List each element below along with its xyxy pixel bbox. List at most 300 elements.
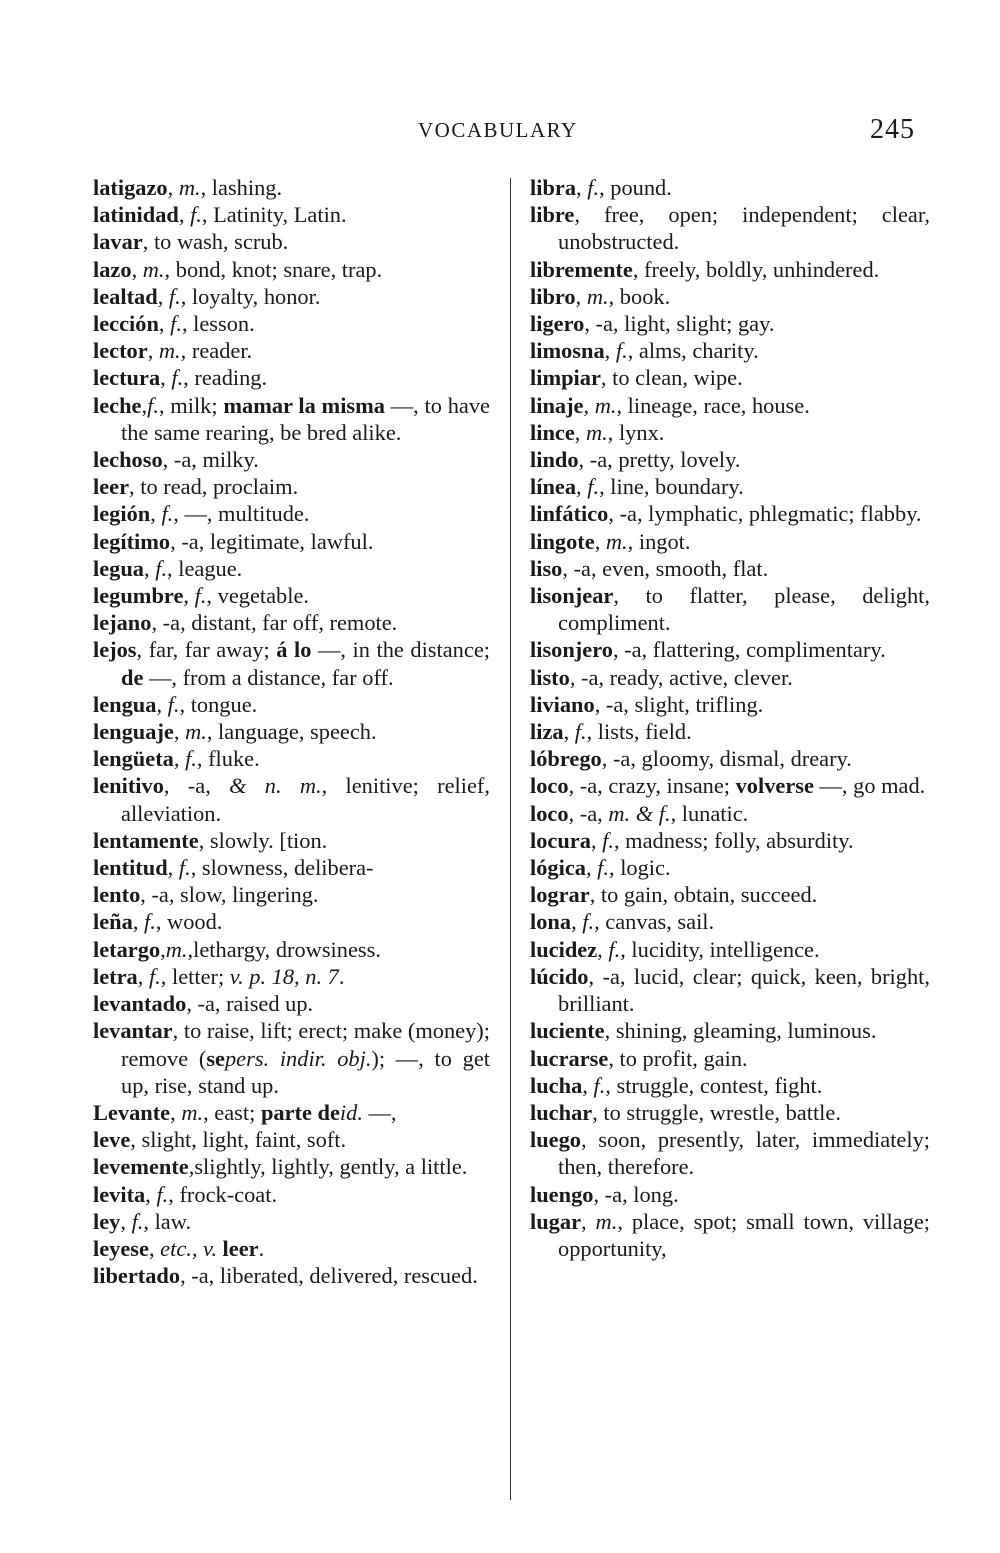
dictionary-entry <box>530 201 930 255</box>
separator: , <box>132 909 145 935</box>
dictionary-entry <box>530 1126 930 1180</box>
definition: , canvas, sail. <box>594 909 715 935</box>
grammar-label: v. p. 18, n. 7 <box>229 963 339 989</box>
separator: , <box>144 555 156 581</box>
separator: , <box>574 202 604 228</box>
separator: , <box>198 827 210 853</box>
definition: to gain, obtain, succeed. <box>600 882 818 908</box>
grammar-label: f. <box>161 501 174 527</box>
headword: libro <box>530 283 576 309</box>
dictionary-entry <box>93 473 490 500</box>
dictionary-entry <box>93 854 490 881</box>
separator: , <box>597 936 609 962</box>
definition: , reader. <box>180 338 253 364</box>
grammar-label: f. <box>155 555 168 581</box>
separator: , <box>581 1127 599 1153</box>
definition: to wash, scrub. <box>153 229 289 255</box>
definition: , —, multitude. <box>173 501 310 527</box>
headword: lengua <box>93 691 157 717</box>
headword: lúcido <box>530 963 589 989</box>
dictionary-entry <box>530 908 930 935</box>
dictionary-entry <box>93 636 490 690</box>
definition: , alms, charity. <box>627 338 759 364</box>
left-column <box>93 174 490 1289</box>
headword: lisonjear <box>530 583 614 609</box>
separator: , <box>576 474 588 500</box>
grammar-label: f. <box>587 175 600 200</box>
headword: lindo <box>530 447 579 473</box>
headword: locura <box>530 827 591 853</box>
grammar-label: f. <box>190 202 202 228</box>
grammar-label: m. <box>142 256 165 282</box>
dictionary-entry <box>93 201 490 228</box>
headword: limosna <box>530 338 605 364</box>
grammar-label: f. <box>168 283 181 309</box>
separator: , <box>584 311 596 337</box>
headword: loco <box>530 800 569 826</box>
grammar-label: f. <box>615 338 628 364</box>
dictionary-entry <box>530 528 930 555</box>
definition: -a, light, slight; gay. <box>595 311 775 337</box>
definition: —, to have the same rearing, be bred alike. <box>121 392 490 445</box>
definition: , tongue. <box>179 691 258 717</box>
separator: , <box>588 963 603 989</box>
grammar-label: etc., v. <box>160 1235 217 1261</box>
dictionary-entry <box>530 364 930 391</box>
definition: , wood. <box>155 909 223 935</box>
definition: , ingot. <box>627 528 691 554</box>
dictionary-entry <box>93 310 490 337</box>
grammar-label: f. <box>170 311 182 337</box>
dictionary-entry <box>530 772 930 799</box>
separator: , <box>129 474 141 500</box>
grammar-label: m. <box>158 338 181 364</box>
dictionary-entry <box>93 392 490 446</box>
separator: , <box>157 283 169 309</box>
headword: ligero <box>530 311 585 337</box>
dictionary-entry <box>93 936 490 963</box>
dictionary-entry <box>530 1181 930 1208</box>
separator: , <box>147 338 159 364</box>
definition: , lashing. <box>200 175 283 200</box>
definition: far, far away; <box>148 637 277 663</box>
definition: , logic. <box>609 855 671 881</box>
definition: , place, spot; small town, village; opportunity, <box>558 1208 930 1261</box>
headword: luengo <box>530 1181 594 1207</box>
headword: línea <box>530 474 577 500</box>
separator: , <box>163 773 188 799</box>
definition: -a, legitimate, lawful. <box>181 528 374 554</box>
dictionary-entry <box>530 555 930 582</box>
separator: , <box>600 365 613 391</box>
separator: , <box>585 855 598 881</box>
headword: linaje <box>530 392 584 418</box>
headword: lejos <box>93 637 137 663</box>
definition: —, from a distance, far off. <box>143 664 394 690</box>
separator: , <box>593 1181 605 1207</box>
separator: , <box>141 392 148 418</box>
definition: , frock-coat. <box>168 1181 278 1207</box>
headword: lóbrego <box>530 746 602 772</box>
definition: -a, raised up. <box>197 991 314 1017</box>
definition: , lists, field. <box>586 719 692 745</box>
definition: , league. <box>167 555 243 581</box>
separator: , <box>578 447 590 473</box>
dictionary-entry <box>93 745 490 772</box>
headword: legión <box>93 501 151 527</box>
separator: , <box>568 800 580 826</box>
definition: to clean, wipe. <box>612 365 743 391</box>
headword: lucrarse <box>530 1045 609 1071</box>
definition: , bond, knot; snare, trap. <box>164 256 383 282</box>
grammar-label: f. <box>597 855 609 881</box>
definition: slightly, lightly, gently, a little. <box>194 1154 468 1180</box>
definition: to struggle, wrestle, battle. <box>603 1099 841 1125</box>
headword: lectura <box>93 365 161 391</box>
dictionary-entry <box>93 1153 490 1180</box>
separator: , <box>131 256 143 282</box>
definition: -a, ready, active, clever. <box>581 664 793 690</box>
separator: , <box>576 175 588 200</box>
dictionary-entry <box>93 555 490 582</box>
headword: libra <box>530 175 577 200</box>
running-title: VOCABULARY <box>418 118 578 142</box>
definition: -a, lymphatic, phlegmatic; flabby. <box>619 501 922 527</box>
headword: leña <box>93 909 133 935</box>
definition: , east; <box>203 1099 261 1125</box>
dictionary-entry <box>93 827 490 854</box>
grammar-label: f. <box>593 1072 606 1098</box>
headword: ley <box>93 1208 121 1234</box>
dictionary-entry <box>93 256 490 283</box>
definition: —, go mad. <box>813 773 926 799</box>
headword: leyese <box>93 1235 149 1261</box>
definition: , line, boundary. <box>599 474 744 500</box>
grammar-label: f. <box>574 719 587 745</box>
definition: , to get up, rise, stand up. <box>121 1045 490 1098</box>
dictionary-entry <box>93 174 490 201</box>
headword: levita <box>93 1181 146 1207</box>
grammar-label: m. <box>185 719 207 745</box>
grammar-label: m. <box>165 936 188 962</box>
definition: -a, <box>187 773 230 799</box>
definition: to read, proclaim. <box>140 474 299 500</box>
headword: liviano <box>530 691 595 717</box>
definition: to flatter, please, delight, compliment. <box>558 583 930 636</box>
headword: lucha <box>530 1072 583 1098</box>
right-column <box>530 174 930 1262</box>
separator: , <box>151 610 163 636</box>
column-divider <box>510 178 511 1500</box>
definition: -a, <box>579 800 609 826</box>
headword: liso <box>530 555 563 581</box>
separator: , <box>581 1208 596 1234</box>
dictionary-entry <box>530 1099 930 1126</box>
headword: legua <box>93 555 145 581</box>
separator: , <box>162 447 174 473</box>
separator: , <box>167 855 179 881</box>
separator: , <box>568 773 580 799</box>
grammar-label: f. <box>602 827 614 853</box>
definition: , struggle, contest, fight. <box>605 1072 823 1098</box>
dictionary-entry <box>93 500 490 527</box>
dictionary-entry <box>93 609 490 636</box>
headword: lince <box>530 419 575 445</box>
definition: , vegetable. <box>206 583 309 609</box>
dictionary-entry <box>530 664 930 691</box>
grammar-label: m. <box>595 1208 618 1234</box>
separator: , <box>120 1208 132 1234</box>
separator: , <box>608 1045 620 1071</box>
separator: , <box>173 746 186 772</box>
separator: , <box>594 691 606 717</box>
headword: lograr <box>530 882 590 908</box>
dictionary-entry <box>93 1126 490 1153</box>
headword: lección <box>93 311 159 337</box>
grammar-label: f. <box>171 365 184 391</box>
dictionary-entry <box>530 500 930 527</box>
headword: liza <box>530 719 564 745</box>
idiom-phrase: parte de <box>260 1099 340 1125</box>
dictionary-entry <box>93 337 490 364</box>
grammar-label: m. <box>181 1099 204 1125</box>
headword: limpiar <box>530 365 601 391</box>
separator: , <box>188 1154 195 1180</box>
dictionary-entry <box>530 1017 930 1044</box>
definition: , law. <box>143 1208 192 1234</box>
headword: leve <box>93 1127 131 1153</box>
headword: lenguaje <box>93 719 174 745</box>
definition: slight, light, faint, soft. <box>141 1127 347 1153</box>
dictionary-entry <box>93 908 490 935</box>
idiom-phrase: leer <box>222 1235 259 1261</box>
headword: lentitud <box>93 855 168 881</box>
dictionary-entry <box>93 691 490 718</box>
definition: shining, gleaming, luminous. <box>615 1018 877 1044</box>
separator: , <box>160 936 166 962</box>
dictionary-entry <box>93 1017 490 1099</box>
definition: to profit, gain. <box>619 1045 748 1071</box>
dictionary-entry <box>93 772 490 826</box>
dictionary-entry <box>93 446 490 473</box>
grammar-label: f. <box>131 1208 144 1234</box>
headword: levemente <box>93 1154 189 1180</box>
headword: letargo <box>93 936 161 962</box>
definition: , lenitive; relief, alleviation. <box>121 773 490 826</box>
definition: , slowness, delibera- <box>190 855 374 881</box>
definition: , milk; <box>158 392 224 418</box>
dictionary-entry <box>530 636 930 663</box>
dictionary-entry <box>93 718 490 745</box>
dictionary-entry <box>93 1181 490 1208</box>
dictionary-entry <box>93 528 490 555</box>
headword: latinidad <box>93 202 179 228</box>
headword: latigazo <box>93 175 168 200</box>
separator: , <box>160 365 172 391</box>
headword: lenitivo <box>93 773 164 799</box>
grammar-label: f. <box>194 583 207 609</box>
headword: linfático <box>530 501 609 527</box>
dictionary-entry <box>530 718 930 745</box>
separator: , <box>571 909 583 935</box>
separator: , <box>592 1099 604 1125</box>
separator: , <box>180 1263 192 1289</box>
separator: , <box>156 691 168 717</box>
page-number: 245 <box>870 114 915 145</box>
headword: leer <box>93 474 130 500</box>
dictionary-entry <box>530 419 930 446</box>
grammar-label: f. <box>144 909 156 935</box>
dictionary-entry <box>530 1208 930 1262</box>
definition: -a, pretty, lovely. <box>589 447 741 473</box>
dictionary-entry <box>530 310 930 337</box>
dictionary-entry <box>530 446 930 473</box>
grammar-label: id. <box>339 1099 363 1125</box>
dictionary-entry <box>93 1099 490 1126</box>
definition: ,lethargy, drowsiness. <box>187 936 381 962</box>
definition: , lucidity, intelligence. <box>620 936 820 962</box>
definition: -a, crazy, insane; <box>579 773 736 799</box>
separator: , <box>172 1018 184 1044</box>
separator: , <box>632 256 645 282</box>
page-header <box>0 116 1000 150</box>
dictionary-entry <box>530 936 930 963</box>
definition: , lunatic. <box>670 800 749 826</box>
definition: , Latinity, Latin. <box>201 202 347 228</box>
definition: -a, gloomy, dismal, dreary. <box>612 746 852 772</box>
definition: , madness; folly, absurdity. <box>613 827 854 853</box>
separator: , <box>562 555 574 581</box>
separator: , <box>575 283 587 309</box>
definition: , lesson. <box>181 311 255 337</box>
definition: . <box>258 1235 265 1261</box>
grammar-label: f. <box>582 909 595 935</box>
definition: , book. <box>608 283 671 309</box>
separator: , <box>173 719 186 745</box>
grammar-label: f. <box>178 855 191 881</box>
headword: leche <box>93 392 142 418</box>
headword: libremente <box>530 256 633 282</box>
dictionary-entry <box>93 1235 490 1262</box>
headword: lento <box>93 882 141 908</box>
grammar-label: m. <box>585 419 608 445</box>
grammar-label: f. <box>148 963 161 989</box>
separator: , <box>186 991 198 1017</box>
grammar-label: m. & f. <box>608 800 671 826</box>
grammar-label: m. <box>605 528 628 554</box>
dictionary-entry <box>530 963 930 1017</box>
definition: slowly. [tion. <box>209 827 328 853</box>
grammar-label: f. <box>185 746 197 772</box>
definition: -a, slow, lingering. <box>151 882 319 908</box>
headword: lengüeta <box>93 746 174 772</box>
separator: , <box>569 664 582 690</box>
definition: , fluke. <box>196 746 260 772</box>
grammar-label: f. <box>608 936 621 962</box>
dictionary-entry <box>530 745 930 772</box>
separator: , <box>148 1235 161 1261</box>
separator: , <box>158 311 171 337</box>
separator: , <box>170 1099 182 1125</box>
dictionary-entry <box>93 881 490 908</box>
definition: ); — <box>371 1045 419 1071</box>
separator: , <box>589 882 601 908</box>
separator: , <box>583 392 595 418</box>
idiom-phrase: volverse <box>735 773 814 799</box>
separator: , <box>183 583 195 609</box>
headword: lazo <box>93 256 132 282</box>
dictionary-entry <box>93 963 490 990</box>
grammar-label: f. <box>587 474 600 500</box>
dictionary-entry <box>530 283 930 310</box>
dictionary-entry <box>93 283 490 310</box>
separator: , <box>140 882 152 908</box>
headword: legítimo <box>93 528 171 554</box>
dictionary-entry <box>93 364 490 391</box>
headword: legumbre <box>93 583 184 609</box>
headword: luego <box>530 1127 582 1153</box>
headword: libre <box>530 202 575 228</box>
definition: , loyalty, honor. <box>180 283 321 309</box>
dictionary-entry <box>530 174 930 201</box>
idiom-phrase: mamar la misma <box>223 392 385 418</box>
grammar-label: f. <box>167 691 180 717</box>
idiom-phrase: se <box>206 1045 225 1071</box>
dictionary-entry <box>530 1072 930 1099</box>
headword: lealtad <box>93 283 158 309</box>
idiom-phrase: de <box>121 664 144 690</box>
headword: lingote <box>530 528 595 554</box>
grammar-label: & n. m. <box>229 773 322 799</box>
dictionary-entry <box>530 691 930 718</box>
separator: , <box>582 1072 594 1098</box>
separator: , <box>137 963 149 989</box>
definition: , pound. <box>599 175 672 200</box>
dictionary-entry <box>530 392 930 419</box>
headword: libertado <box>93 1263 181 1289</box>
headword: listo <box>530 664 570 690</box>
separator: , <box>613 583 646 609</box>
separator: , <box>612 637 625 663</box>
definition: , letter; <box>160 963 230 989</box>
headword: levantar <box>93 1018 173 1044</box>
definition: -a, milky. <box>173 447 259 473</box>
definition: -a, long. <box>604 1181 679 1207</box>
separator: , <box>142 229 154 255</box>
dictionary-entry <box>530 256 930 283</box>
headword: loco <box>530 773 569 799</box>
grammar-label: m. <box>586 283 609 309</box>
definition: -a, even, smooth, flat. <box>573 555 769 581</box>
headword: lucidez <box>530 936 598 962</box>
separator: , <box>136 637 149 663</box>
definition: -a, liberated, delivered, rescued. <box>191 1263 478 1289</box>
separator: , <box>167 175 179 200</box>
headword: lavar <box>93 229 143 255</box>
dictionary-entry <box>93 990 490 1017</box>
definition: to raise, lift; erect; make (money); remove ( <box>121 1018 490 1071</box>
definition: soon, presently, later, immediately; then, therefore. <box>558 1127 930 1180</box>
grammar-label: pers. indir. obj. <box>224 1045 372 1071</box>
definition: —, in the distance; <box>311 637 490 663</box>
headword: lector <box>93 338 148 364</box>
headword: lentamente <box>93 827 199 853</box>
separator: , <box>145 1181 157 1207</box>
definition: free, open; independent; clear, unobstructed. <box>558 202 930 255</box>
definition: —, <box>362 1099 397 1125</box>
definition: , language, speech. <box>206 719 377 745</box>
separator: , <box>604 1018 616 1044</box>
